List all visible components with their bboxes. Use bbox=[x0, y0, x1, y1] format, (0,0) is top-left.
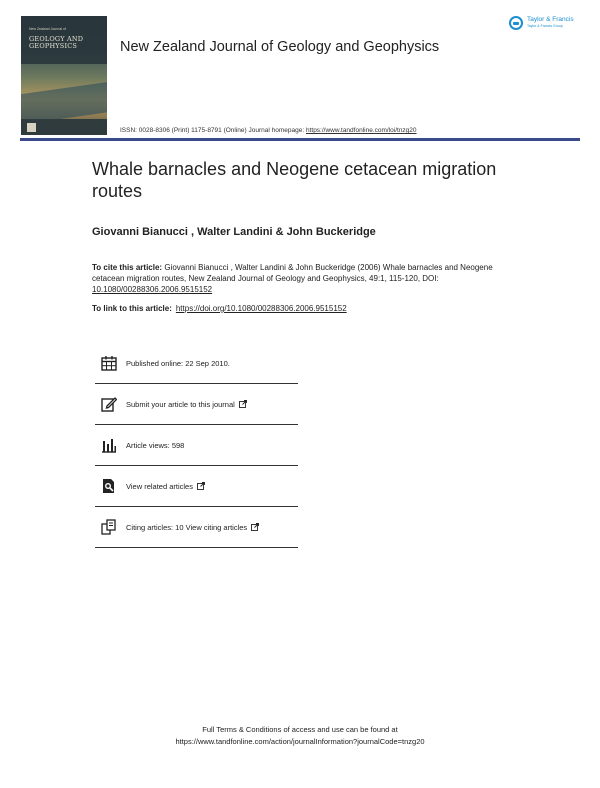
article-title: Whale barnacles and Neogene cetacean migration routes bbox=[92, 159, 497, 201]
edit-icon bbox=[100, 395, 118, 413]
header-divider bbox=[20, 138, 580, 141]
publisher-logo[interactable] bbox=[509, 16, 584, 38]
terms-footer-text: Full Terms & Conditions of access and use can be found at bbox=[202, 725, 398, 734]
article-views-label: Article views: 598 bbox=[126, 440, 185, 450]
issn-text: ISSN: 0028-8306 (Print) 1175-8791 (Online) Journal homepage: bbox=[120, 127, 306, 134]
external-link-icon bbox=[251, 523, 259, 531]
search-document-icon bbox=[100, 477, 118, 495]
citation-text: Giovanni Bianucci , Walter Landini & John Buckeridge (2006) Whale barnacles and Neogene cetacean migration routes, New Zealand Journal of Geology and Geophysics, 49:1, 115-120, DOI: bbox=[92, 263, 493, 283]
citing-articles-item[interactable] bbox=[95, 507, 298, 548]
published-online-item bbox=[95, 343, 298, 384]
related-articles-item[interactable] bbox=[95, 466, 298, 507]
cover-top-text: New Zealand Journal of bbox=[29, 27, 66, 31]
cover-logo-icon bbox=[27, 123, 36, 132]
journal-homepage-link[interactable]: https://www.tandfonline.com/loi/tnzg20 bbox=[305, 127, 417, 134]
terms-footer-link[interactable]: https://www.tandfonline.com/action/journalInformation?journalCode=tnzg20 bbox=[175, 737, 425, 746]
journal-title: New Zealand Journal of Geology and Geophysics bbox=[120, 39, 440, 55]
bar-chart-icon bbox=[100, 436, 118, 454]
submit-article-item[interactable] bbox=[95, 384, 298, 425]
issn-line bbox=[120, 127, 417, 134]
citing-articles-icon bbox=[100, 518, 118, 536]
article-link-block bbox=[92, 304, 347, 313]
published-online-label: Published online: 22 Sep 2010. bbox=[126, 358, 230, 368]
article-views-item bbox=[95, 425, 298, 466]
calendar-icon bbox=[100, 354, 118, 372]
article-doi-link[interactable]: https://doi.org/10.1080/00288306.2006.9515152 bbox=[175, 304, 347, 313]
publisher-tagline: Taylor & Francis Group bbox=[527, 24, 563, 28]
publisher-name: Taylor & Francis bbox=[527, 16, 574, 23]
terms-footer bbox=[0, 724, 600, 748]
taylor-francis-logo-icon bbox=[509, 16, 523, 30]
article-authors: Giovanni Bianucci , Walter Landini & John Buckeridge bbox=[92, 226, 376, 238]
citation-block bbox=[92, 262, 512, 295]
cover-title: GEOLOGY AND GEOPHYSICS bbox=[29, 35, 84, 50]
citation-doi-link[interactable]: 10.1080/00288306.2006.9515152 bbox=[92, 285, 213, 294]
external-link-icon bbox=[239, 400, 247, 408]
external-link-icon bbox=[197, 482, 205, 490]
cover-footer bbox=[21, 119, 107, 135]
citation-label: To cite this article: bbox=[92, 263, 163, 272]
citing-articles-link[interactable]: Citing articles: 10 View citing articles bbox=[126, 522, 248, 532]
article-info-list bbox=[95, 343, 298, 548]
article-link-label: To link to this article: bbox=[92, 304, 172, 313]
journal-cover-image bbox=[21, 16, 107, 135]
submit-article-link[interactable]: Submit your article to this journal bbox=[126, 399, 235, 409]
related-articles-link[interactable]: View related articles bbox=[126, 481, 193, 491]
